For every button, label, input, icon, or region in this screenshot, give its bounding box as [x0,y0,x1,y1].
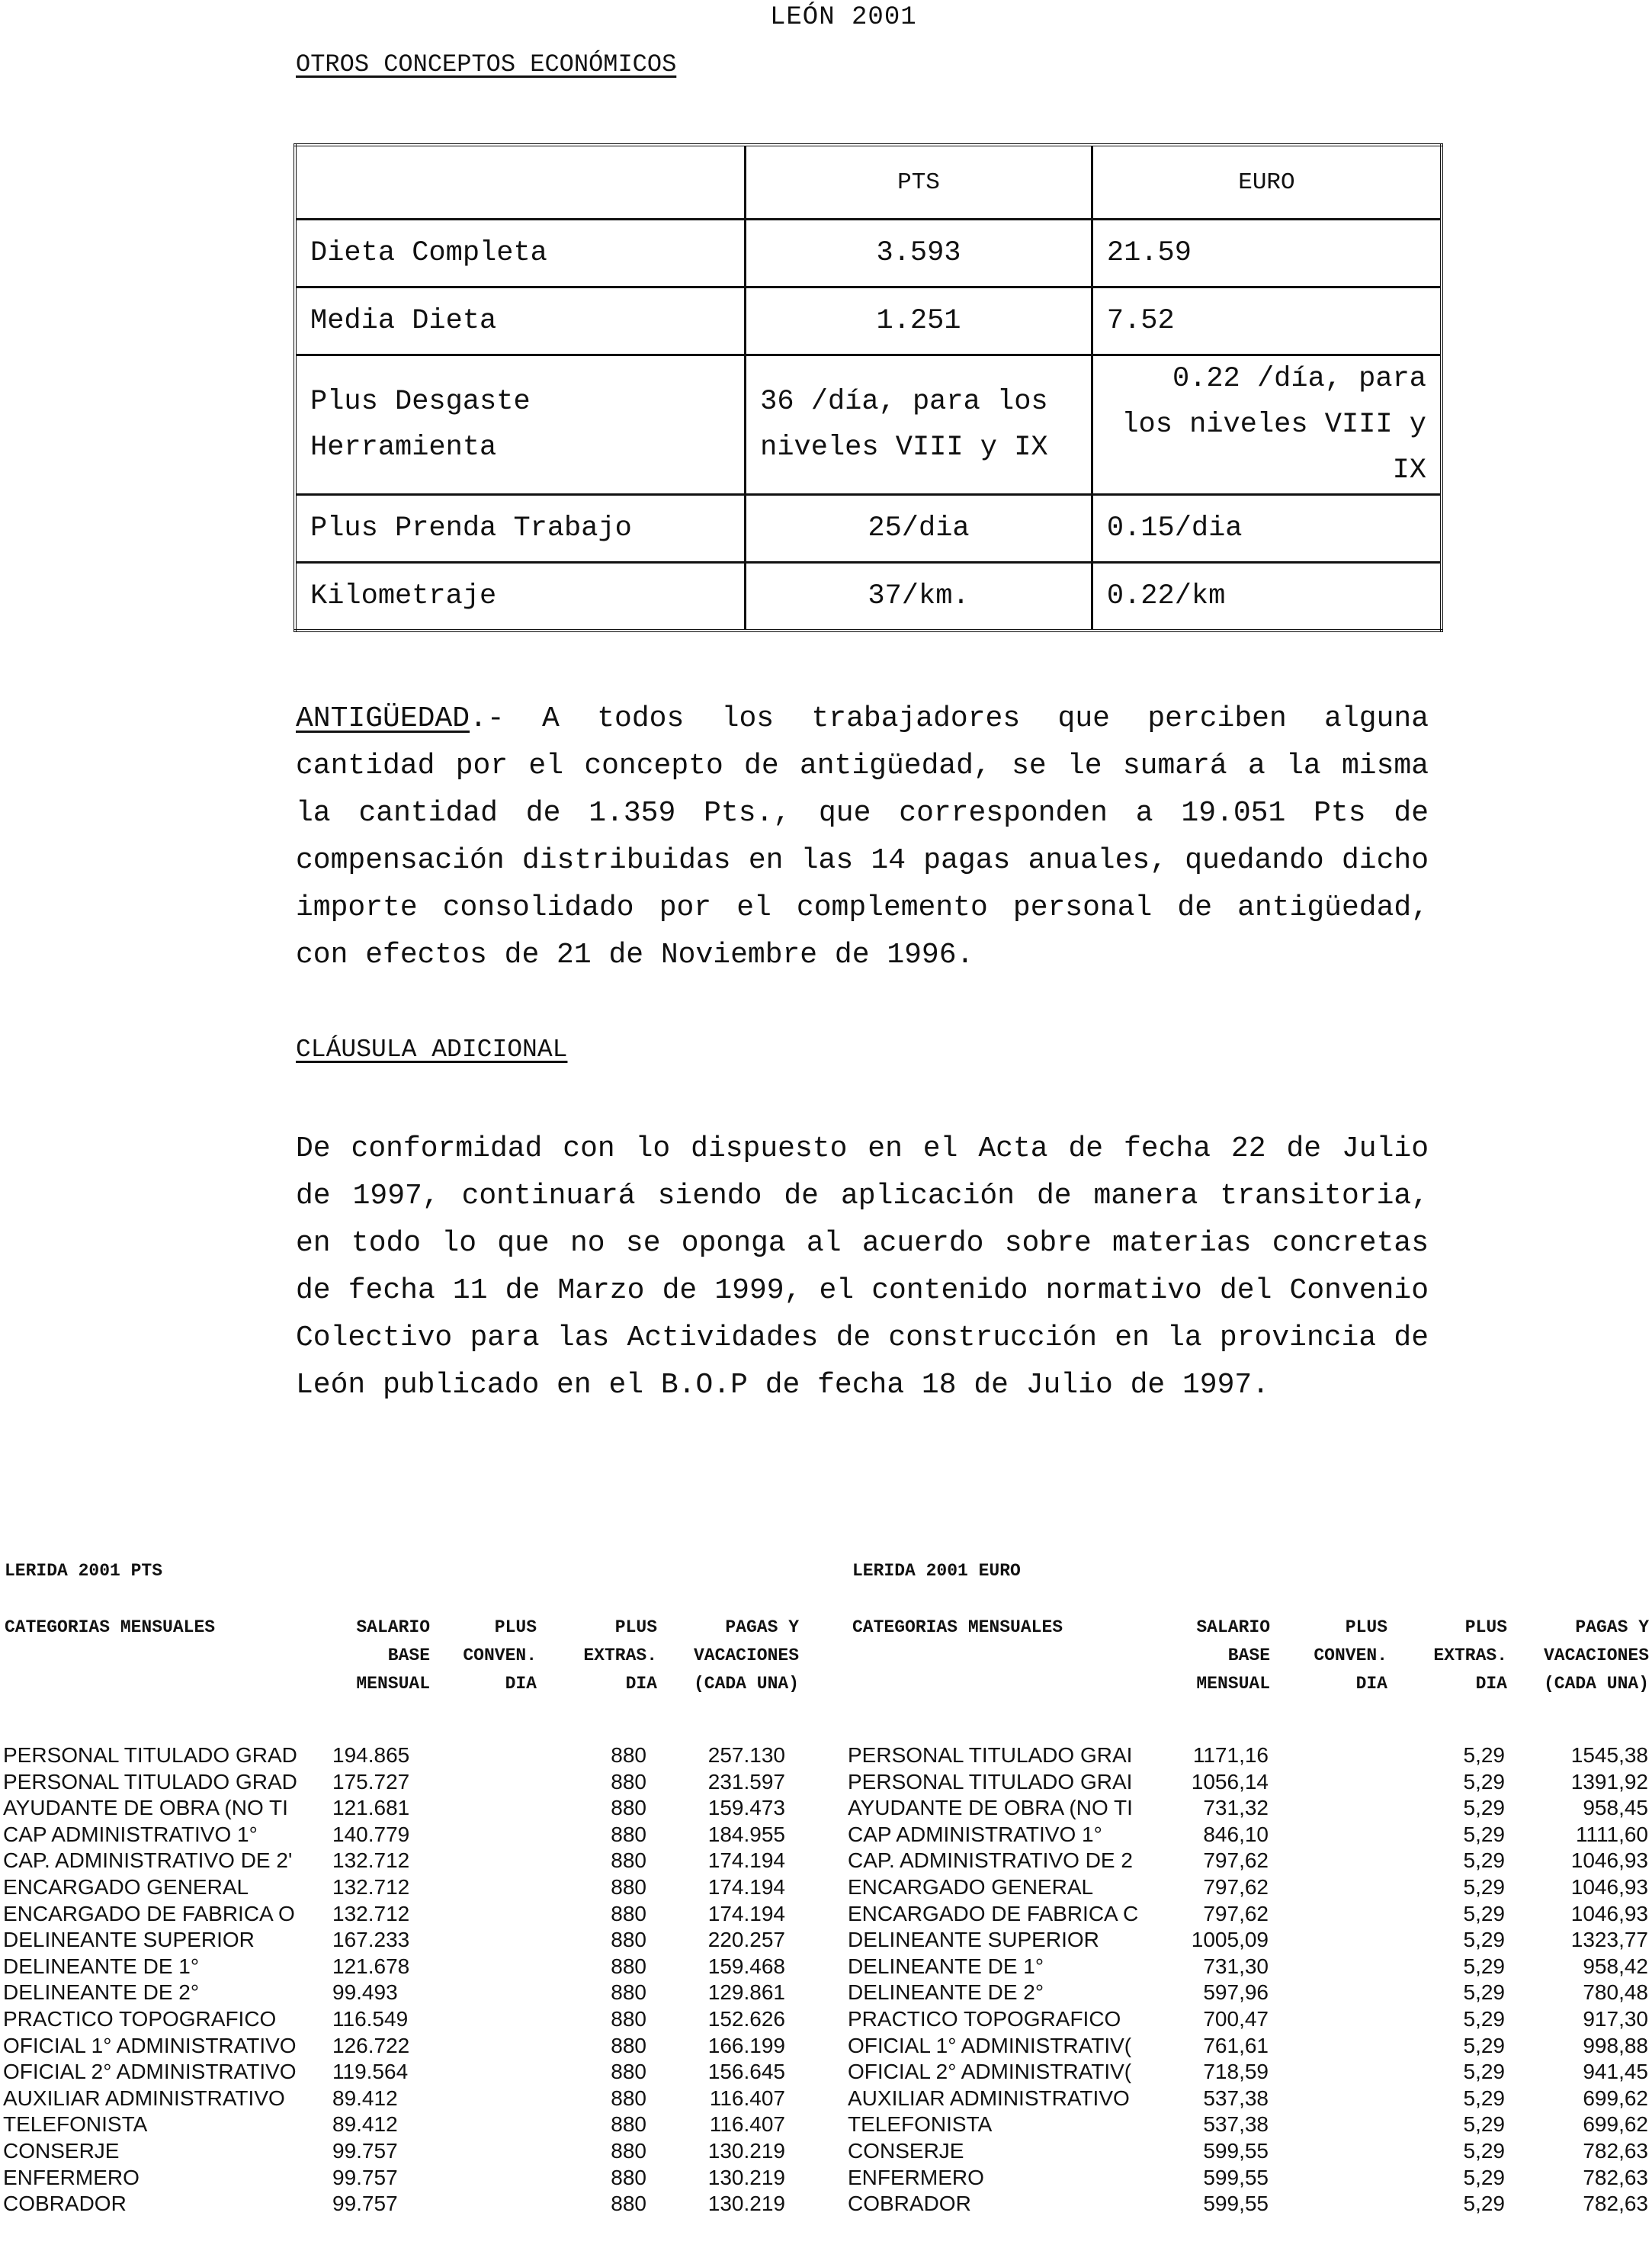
pagas-cell: 130.219 [707,2192,785,2216]
plus-extras-cell: 880 [611,1743,646,1767]
plus-extras-cell: 880 [611,1822,646,1846]
category-cell: DELINEANTE DE 2° [3,1980,200,2005]
table-row [0,1928,1652,1954]
pagas-cell: 184.955 [707,1822,785,1846]
pagas-cell: 129.861 [707,1980,785,2005]
header-plus-conven [1273,1614,1387,1698]
category-cell: OFICIAL 1° ADMINISTRATIV( [848,2033,1132,2057]
header-cell-pts: PTS [746,145,1092,220]
salario-cell: 846,10 [1203,1822,1269,1846]
table-row [295,220,1442,287]
table-header-row [295,145,1442,220]
plus-extras-cell: 880 [611,2033,646,2057]
clausula-adicional-paragraph: De conformidad con lo dispuesto en el Acta de fecha 22 de Julio de 1997, continuará siendo de aplicación de manera transitoria, en todo lo que no se oponga al acuerdo sobre materias concretas de fecha 11 de Marzo de 1999, el contenido normativo del Convenio Colectivo para las Actividades de construcción en la provincia de León publicado en el B.O.P de fecha 18 de Julio de 1997. [296,1132,1429,1402]
euro-cell: 0.22 /día, para los niveles VIII y IX [1092,355,1442,495]
table-row [0,1875,1652,1901]
plus-extras-cell: 5,29 [1463,1743,1505,1767]
pagas-cell: 699,62 [1583,2086,1648,2110]
header-extras-line: DIA [625,1674,657,1694]
table-row [295,355,1442,495]
salario-cell: 140.779 [332,1822,410,1846]
table-row [0,2192,1652,2217]
header-pagas-line: (CADA UNA) [693,1674,799,1694]
header-salario [1157,1614,1270,1698]
pagas-cell: 166.199 [707,2033,785,2057]
pagas-cell: 1323,77 [1570,1928,1648,1952]
salario-cell: 597,96 [1203,1980,1269,2005]
plus-extras-cell: 5,29 [1463,2139,1505,2163]
header-salario-line: SALARIO [356,1617,430,1637]
header-extras-line: EXTRAS. [1433,1646,1507,1665]
category-cell: PRACTICO TOPOGRAFICO [848,2007,1121,2031]
salario-cell: 116.549 [332,2007,409,2031]
pagas-cell: 130.219 [707,2165,785,2189]
salario-cell: 1005,09 [1191,1928,1269,1952]
header-extras-line: DIA [1475,1674,1507,1694]
section-title-otros-conceptos: OTROS CONCEPTOS ECONÓMICOS [296,50,677,79]
category-cell: COBRADOR [3,2192,127,2216]
euro-cell: 0.15/dia [1092,495,1442,563]
concept-cell: Kilometraje [295,563,746,631]
salario-cell: 537,38 [1203,2086,1269,2110]
category-cell: PRACTICO TOPOGRAFICO [3,2007,277,2031]
header-plus-extras [552,1614,657,1698]
plus-extras-cell: 5,29 [1463,1901,1505,1925]
salario-cell: 89.412 [332,2086,398,2110]
plus-extras-cell: 5,29 [1463,2192,1505,2216]
table-row [0,1980,1652,2006]
plus-extras-cell: 880 [611,2007,646,2031]
category-cell: PERSONAL TITULADO GRAD [3,1743,297,1767]
category-cell: COBRADOR [848,2192,971,2216]
category-cell: ENFERMERO [848,2165,984,2189]
table-row [295,563,1442,631]
header-salario-line: BASE [387,1646,430,1665]
plus-extras-cell: 5,29 [1463,1875,1505,1899]
pts-cell: 1.251 [746,287,1092,355]
plus-extras-cell: 5,29 [1463,1928,1505,1952]
economic-concepts-table [294,143,1443,632]
salario-cell: 599,55 [1203,2139,1269,2163]
pts-cell: 3.593 [746,220,1092,287]
pagas-cell: 1046,93 [1570,1848,1648,1873]
plus-extras-cell: 5,29 [1463,2033,1505,2057]
category-cell: OFICIAL 2° ADMINISTRATIVO [3,2060,297,2084]
pagas-cell: 159.473 [707,1796,785,1820]
pagas-cell: 1545,38 [1570,1743,1648,1767]
pagas-cell: 782,63 [1583,2192,1648,2216]
salario-cell: 1171,16 [1192,1743,1269,1767]
header-conv-line: PLUS [494,1617,537,1637]
plus-extras-cell: 880 [611,2112,646,2137]
category-cell: OFICIAL 1° ADMINISTRATIVO [3,2033,297,2057]
pts-cell: 37/km. [746,563,1092,631]
table-row [0,2139,1652,2165]
table-row [0,1770,1652,1796]
pagas-cell: 782,63 [1583,2165,1648,2189]
salario-cell: 132.712 [332,1901,410,1925]
salario-cell: 599,55 [1203,2192,1269,2216]
plus-extras-cell: 880 [611,1980,646,2005]
plus-extras-cell: 880 [611,1796,646,1820]
header-pagas [657,1614,799,1698]
euro-cell: 0.22/km [1092,563,1442,631]
pagas-cell: 116.407 [709,2112,785,2137]
header-categorias: CATEGORIAS MENSUALES [5,1617,216,1637]
category-cell: ENCARGADO GENERAL [3,1875,249,1899]
table-row [0,1954,1652,1980]
salario-cell: 1056,14 [1191,1769,1269,1794]
table-row [0,2007,1652,2033]
plus-extras-cell: 5,29 [1463,1822,1505,1846]
category-cell: PERSONAL TITULADO GRAI [848,1743,1133,1767]
category-cell: DELINEANTE DE 1° [3,1954,200,1978]
table-row [0,1822,1652,1848]
table-row [0,1848,1652,1874]
plus-extras-cell: 880 [611,2165,646,2189]
category-cell: ENCARGADO DE FABRICA O [3,1901,295,1925]
category-cell: CAP. ADMINISTRATIVO DE 2' [3,1848,293,1873]
plus-extras-cell: 5,29 [1463,1796,1505,1820]
pagas-cell: 159.468 [707,1954,785,1978]
antiguedad-label: ANTIGÜEDAD [296,702,470,735]
plus-extras-cell: 5,29 [1463,2086,1505,2110]
concept-cell: Plus Prenda Trabajo [295,495,746,563]
salario-cell: 194.865 [332,1743,410,1767]
category-cell: CAP. ADMINISTRATIVO DE 2 [848,1848,1133,1873]
clausula-adicional-title: CLÁUSULA ADICIONAL [296,1036,568,1064]
header-conv-line: DIA [1355,1674,1387,1694]
plus-extras-cell: 5,29 [1463,2165,1505,2189]
pagas-cell: 130.219 [707,2139,785,2163]
header-pagas-line: PAGAS Y [1575,1617,1649,1637]
plus-extras-cell: 5,29 [1463,1980,1505,2005]
pagas-cell: 958,42 [1583,1954,1648,1978]
plus-extras-cell: 880 [611,2139,646,2163]
category-cell: ENFERMERO [3,2165,140,2189]
salario-cell: 599,55 [1203,2165,1269,2189]
plus-extras-cell: 880 [611,1901,646,1925]
lerida-pts-title: LERIDA 2001 PTS [5,1561,163,1581]
category-cell: ENCARGADO DE FABRICA C [848,1901,1139,1925]
plus-extras-cell: 880 [611,2192,646,2216]
header-conv-line: DIA [505,1674,537,1694]
category-cell: ENCARGADO GENERAL [848,1875,1094,1899]
category-cell: CAP ADMINISTRATIVO 1° [848,1822,1102,1846]
salario-cell: 121.678 [332,1954,410,1978]
header-pagas-line: VACACIONES [1543,1646,1649,1665]
category-cell: TELEFONISTA [848,2112,993,2137]
category-cell: DELINEANTE SUPERIOR [3,1928,255,1952]
salario-cell: 537,38 [1203,2112,1269,2137]
salario-cell: 731,32 [1203,1796,1269,1820]
header-pagas-line: VACACIONES [693,1646,799,1665]
table-row [0,1743,1652,1769]
header-conv-line: CONVEN. [1314,1646,1387,1665]
plus-extras-cell: 880 [611,1848,646,1873]
plus-extras-cell: 5,29 [1463,1848,1505,1873]
salario-cell: 132.712 [332,1848,410,1873]
plus-extras-cell: 880 [611,1928,646,1952]
category-cell: AUXILIAR ADMINISTRATIVO [3,2086,285,2110]
plus-extras-cell: 5,29 [1463,2060,1505,2084]
pagas-cell: 917,30 [1583,2007,1648,2031]
table-row [295,495,1442,563]
pts-cell: 36 /día, para los niveles VIII y IX [746,355,1092,495]
header-salario-line: SALARIO [1196,1617,1270,1637]
header-categorias: CATEGORIAS MENSUALES [852,1617,1063,1637]
header-salario-line: BASE [1227,1646,1270,1665]
category-cell: AUXILIAR ADMINISTRATIVO [848,2086,1130,2110]
plus-extras-cell: 880 [611,2060,646,2084]
concept-cell: Dieta Completa [295,220,746,287]
header-conv-line: CONVEN. [463,1646,537,1665]
table-row [0,2034,1652,2060]
salario-cell: 99.757 [332,2139,398,2163]
salario-cell: 761,61 [1203,2033,1269,2057]
category-cell: DELINEANTE DE 1° [848,1954,1044,1978]
pagas-cell: 1046,93 [1570,1875,1648,1899]
header-plus-extras [1387,1614,1507,1698]
category-cell: AYUDANTE DE OBRA (NO TI [848,1796,1133,1820]
pagas-cell: 152.626 [707,2007,785,2031]
plus-extras-cell: 5,29 [1463,2007,1505,2031]
header-salario-line: MENSUAL [356,1674,430,1694]
pagas-cell: 257.130 [707,1743,785,1767]
salario-cell: 89.412 [332,2112,398,2137]
plus-extras-cell: 880 [611,1875,646,1899]
antiguedad-paragraph [296,695,1429,979]
header-pagas [1507,1614,1649,1698]
page-title: LEÓN 2001 [770,3,917,32]
table-row [0,2086,1652,2112]
pagas-cell: 116.407 [709,2086,785,2110]
plus-extras-cell: 880 [611,1954,646,1978]
pagas-cell: 699,62 [1583,2112,1648,2137]
category-cell: AYUDANTE DE OBRA (NO TI [3,1796,288,1820]
plus-extras-cell: 5,29 [1463,1769,1505,1794]
salario-cell: 175.727 [332,1769,410,1794]
concept-cell: Plus Desgaste Herramienta [295,355,746,495]
pts-cell: 25/dia [746,495,1092,563]
category-cell: OFICIAL 2° ADMINISTRATIV( [848,2060,1132,2084]
salario-cell: 99.493 [332,1980,398,2005]
pagas-cell: 1391,92 [1570,1769,1648,1794]
header-extras-line: EXTRAS. [583,1646,657,1665]
euro-cell: 7.52 [1092,287,1442,355]
antiguedad-text: .- A todos los trabajadores que perciben alguna cantidad por el concepto de antigüedad, se le sumará a la misma la cantidad de 1.359 Pts., que corresponden a 19.051 Pts de compensación distribuidas en las 14 pagas anuales, quedando dicho importe consolidado por el complemento personal de antigüedad, con efectos de 21 de Noviembre de 1996. [296,702,1429,971]
lerida-euro-title: LERIDA 2001 EURO [852,1561,1021,1581]
pagas-cell: 220.257 [707,1928,785,1952]
salario-cell: 797,62 [1203,1901,1269,1925]
pagas-cell: 780,48 [1583,1980,1648,2005]
plus-extras-cell: 5,29 [1463,2112,1505,2137]
salario-cell: 121.681 [332,1796,410,1820]
pagas-cell: 1111,60 [1576,1822,1648,1846]
category-cell: PERSONAL TITULADO GRAI [848,1769,1133,1794]
table-row [0,2166,1652,2192]
header-plus-conven [427,1614,537,1698]
salario-cell: 718,59 [1203,2060,1269,2084]
header-pagas-line: (CADA UNA) [1543,1674,1649,1694]
table-row [295,287,1442,355]
table-row [0,2060,1652,2086]
category-cell: CONSERJE [848,2139,964,2163]
header-pagas-line: PAGAS Y [725,1617,799,1637]
plus-extras-cell: 880 [611,2086,646,2110]
category-cell: CONSERJE [3,2139,120,2163]
pagas-cell: 174.194 [707,1848,785,1873]
header-cell-concept [295,145,746,220]
pagas-cell: 941,45 [1583,2060,1648,2084]
salario-cell: 126.722 [332,2033,410,2057]
salario-cell: 700,47 [1203,2007,1269,2031]
pagas-cell: 998,88 [1583,2033,1648,2057]
salario-cell: 132.712 [332,1875,410,1899]
pagas-cell: 1046,93 [1570,1901,1648,1925]
category-cell: PERSONAL TITULADO GRAD [3,1769,297,1794]
header-salario [320,1614,430,1698]
salario-cell: 99.757 [332,2192,398,2216]
pagas-cell: 958,45 [1583,1796,1648,1820]
salario-cell: 119.564 [332,2060,409,2084]
table-row [0,1902,1652,1928]
category-cell: DELINEANTE DE 2° [848,1980,1044,2005]
salario-cell: 99.757 [332,2165,398,2189]
category-cell: CAP ADMINISTRATIVO 1° [3,1822,258,1846]
pagas-cell: 231.597 [707,1769,785,1794]
header-salario-line: MENSUAL [1196,1674,1270,1694]
category-cell: DELINEANTE SUPERIOR [848,1928,1099,1952]
plus-extras-cell: 5,29 [1463,1954,1505,1978]
euro-cell: 21.59 [1092,220,1442,287]
table-row [0,2112,1652,2138]
pagas-cell: 782,63 [1583,2139,1648,2163]
header-conv-line: PLUS [1345,1617,1387,1637]
header-cell-euro: EURO [1092,145,1442,220]
concept-cell: Media Dieta [295,287,746,355]
pagas-cell: 156.645 [707,2060,785,2084]
salario-cell: 797,62 [1203,1875,1269,1899]
plus-extras-cell: 880 [611,1769,646,1794]
salario-cell: 797,62 [1203,1848,1269,1873]
pagas-cell: 174.194 [707,1875,785,1899]
category-cell: TELEFONISTA [3,2112,148,2137]
header-extras-line: PLUS [1464,1617,1507,1637]
header-extras-line: PLUS [614,1617,657,1637]
pagas-cell: 174.194 [707,1901,785,1925]
salario-cell: 731,30 [1203,1954,1269,1978]
table-row [0,1796,1652,1822]
salario-cell: 167.233 [332,1928,410,1952]
